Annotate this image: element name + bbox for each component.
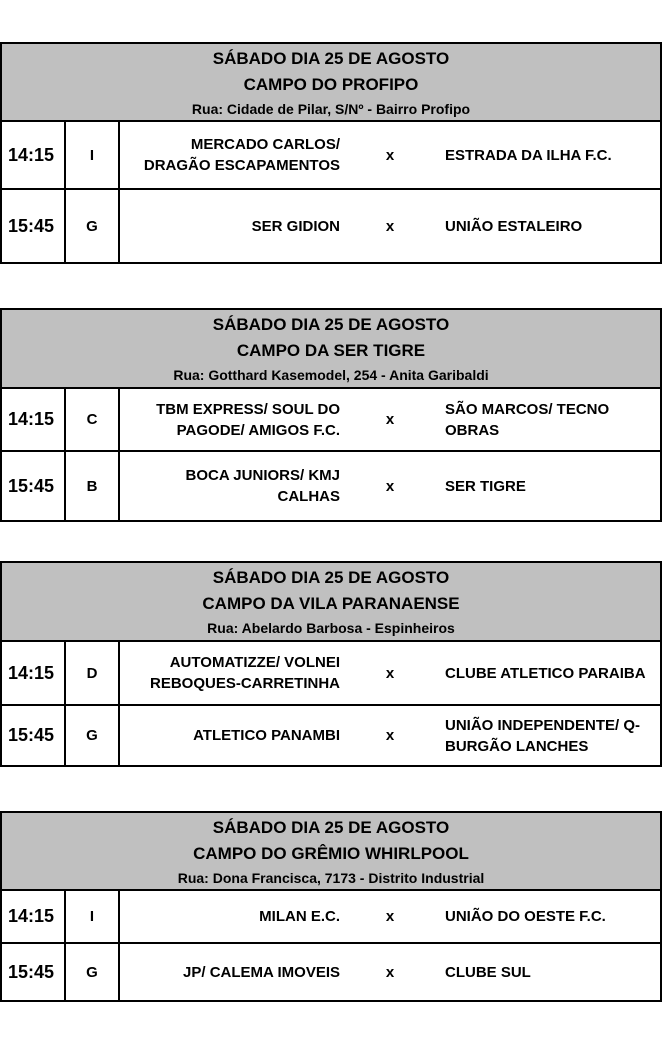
- venue-name: CAMPO DA SER TIGRE: [236, 341, 426, 360]
- home-team-name: ATLETICO PANAMBI: [193, 727, 340, 744]
- away-team: [445, 389, 659, 450]
- home-team-name: TBM EXPRESS/ SOUL DO PAGODE/ AMIGOS F.C.: [156, 400, 340, 439]
- match-group: G: [66, 944, 120, 1000]
- away-team-name: UNIÃO ESTALEIRO: [445, 217, 583, 235]
- match-time: 15:45: [2, 944, 66, 1000]
- match-group: G: [66, 706, 120, 765]
- match-group: I: [66, 891, 120, 942]
- match-row: [2, 122, 660, 190]
- block-header: [2, 44, 660, 122]
- away-team: [445, 706, 664, 765]
- match-time: 14:15: [2, 891, 66, 942]
- home-team-name: MILAN E.C.: [259, 908, 340, 925]
- match-row: [2, 944, 660, 1000]
- home-team-name: MERCADO CARLOS/ DRAGÃO ESCAPAMENTOS: [143, 136, 340, 174]
- home-team: [120, 122, 342, 188]
- versus-marker: x: [385, 963, 395, 981]
- home-team: [120, 891, 342, 942]
- match-block-vila-paranaense: [0, 561, 662, 767]
- venue-address: Rua: Abelardo Barbosa - Espinheiros: [207, 620, 455, 636]
- match-row: [2, 706, 660, 765]
- away-team-name: SER TIGRE: [445, 477, 526, 495]
- away-team: [445, 122, 659, 188]
- match-time: 15:45: [2, 706, 66, 765]
- venue-name: CAMPO DO PROFIPO: [243, 75, 419, 94]
- home-team-name: AUTOMATIZZE/ VOLNEI REBOQUES-CARRETINHA: [149, 654, 340, 692]
- match-date: SÁBADO DIA 25 DE AGOSTO: [212, 49, 450, 68]
- match-row: [2, 891, 660, 944]
- away-team-name: UNIÃO DO OESTE F.C.: [445, 908, 606, 925]
- away-team: [445, 452, 659, 520]
- home-team: [120, 642, 342, 704]
- home-team: [120, 452, 342, 520]
- match-time: 14:15: [2, 122, 66, 188]
- versus-marker: x: [385, 411, 395, 428]
- home-team: [120, 389, 342, 450]
- away-team: [445, 642, 659, 704]
- away-team-name: UNIÃO INDEPENDENTE/ Q-BURGÃO LANCHES: [445, 716, 641, 755]
- match-date: SÁBADO DIA 25 DE AGOSTO: [212, 568, 450, 587]
- match-group: G: [66, 190, 120, 262]
- match-group: D: [66, 642, 120, 704]
- versus-marker: x: [385, 217, 395, 235]
- match-time: 14:15: [2, 642, 66, 704]
- match-row: [2, 452, 660, 520]
- match-block-gremio-whirlpool: [0, 811, 662, 1002]
- away-team-name: CLUBE SUL: [445, 963, 531, 981]
- away-team: [445, 944, 659, 1000]
- match-date: SÁBADO DIA 25 DE AGOSTO: [212, 315, 450, 334]
- away-team-name: SÃO MARCOS/ TECNO OBRAS: [445, 400, 610, 439]
- venue-address: Rua: Cidade de Pilar, S/Nº - Bairro Profipo: [191, 101, 471, 117]
- block-header: [2, 310, 660, 389]
- venue-name: CAMPO DO GRÊMIO WHIRLPOOL: [193, 844, 469, 863]
- match-row: [2, 389, 660, 452]
- home-team: [120, 944, 342, 1000]
- match-block-ser-tigre: [0, 308, 662, 522]
- versus-marker: x: [385, 664, 395, 682]
- home-team-name: SER GIDION: [251, 217, 340, 235]
- venue-address: Rua: Dona Francisca, 7173 - Distrito Industrial: [177, 870, 485, 886]
- away-team: [445, 891, 659, 942]
- block-header: [2, 813, 660, 891]
- match-block-profipo: [0, 42, 662, 264]
- venue-name: CAMPO DA VILA PARANAENSE: [202, 594, 460, 613]
- versus-marker: x: [385, 477, 395, 495]
- home-team-name: JP/ CALEMA IMOVEIS: [183, 963, 340, 981]
- home-team-name: BOCA JUNIORS/ KMJ CALHAS: [185, 467, 340, 505]
- match-time: 14:15: [2, 389, 66, 450]
- venue-address: Rua: Gotthard Kasemodel, 254 - Anita Garibaldi: [173, 367, 489, 383]
- match-row: [2, 642, 660, 706]
- away-team-name: CLUBE ATLETICO PARAIBA: [445, 664, 646, 682]
- match-row: [2, 190, 660, 262]
- match-time: 15:45: [2, 452, 66, 520]
- block-header: [2, 563, 660, 642]
- match-group: B: [66, 452, 120, 520]
- versus-marker: x: [385, 146, 395, 164]
- home-team: [120, 706, 342, 765]
- match-time: 15:45: [2, 190, 66, 262]
- away-team: [445, 190, 659, 262]
- versus-marker: x: [385, 727, 395, 744]
- away-team-name: ESTRADA DA ILHA F.C.: [445, 146, 612, 164]
- versus-marker: x: [385, 908, 395, 925]
- match-group: I: [66, 122, 120, 188]
- match-group: C: [66, 389, 120, 450]
- home-team: [120, 190, 342, 262]
- match-date: SÁBADO DIA 25 DE AGOSTO: [212, 818, 450, 837]
